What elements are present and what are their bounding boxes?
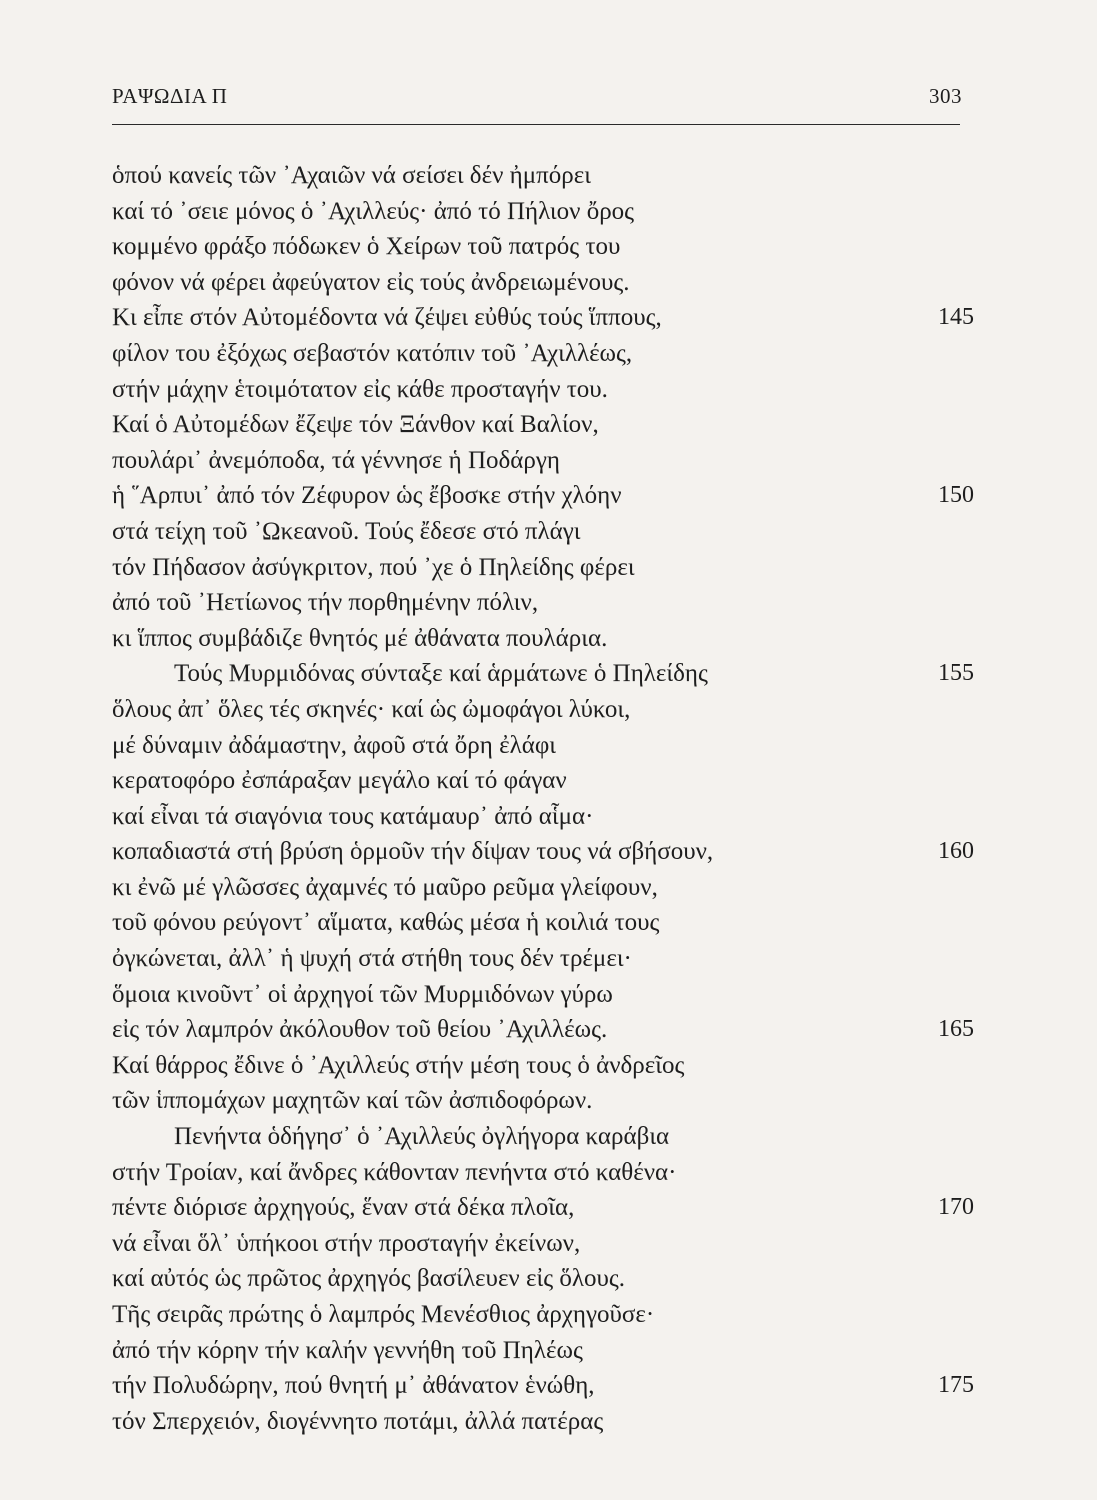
verse-line [112, 514, 972, 550]
verse-text: κι ἵππος συμβάδιζε θνητός μέ ἀθάνατα πουλάρια. [112, 624, 608, 652]
verse-line [112, 1226, 972, 1262]
verse-text: καί εἶναι τά σιαγόνια τους κατάμαυρ᾿ ἀπό αἷμα· [112, 802, 594, 830]
verse-text: εἰς τόν λαμπρόν ἀκόλουθον τοῦ θείου ᾿Αχιλλέως. [112, 1016, 608, 1044]
line-number: 165 [938, 1016, 974, 1043]
verse-block [112, 158, 972, 1439]
verse-line [112, 1012, 972, 1048]
verse-text: κοπαδιαστά στή βρύση ὁρμοῦν τήν δίψαν τους νά σβήσουν, [112, 838, 714, 866]
verse-line [112, 692, 972, 728]
page-number: 303 [929, 84, 962, 108]
verse-line [112, 1119, 972, 1155]
verse-text: Καί θάρρος ἔδινε ὁ ᾿Αχιλλεύς στήν μέση τους ὁ ἀνδρεῖος [112, 1051, 685, 1079]
verse-text: ὅλους ἀπ᾿ ὅλες τές σκηνές· καί ὡς ὠμοφάγοι λύκοι, [112, 695, 631, 723]
verse-line [112, 763, 972, 799]
verse-line [112, 585, 972, 621]
verse-text: ὅμοια κινοῦντ᾿ οἱ ἀρχηγοί τῶν Μυρμιδόνων γύρω [112, 980, 613, 1008]
verse-line [112, 300, 972, 336]
verse-text: κι ἐνῶ μέ γλῶσσες ἀχαμνές τό μαῦρο ρεῦμα γλείφουν, [112, 873, 658, 901]
verse-text: ὁπού κανείς τῶν ᾿Αχαιῶν νά σείσει δέν ἠμπόρει [112, 162, 591, 189]
verse-text: κερατοφόρο ἐσπάραξαν μεγάλο καί τό φάγαν [112, 767, 567, 795]
verse-line [112, 194, 972, 230]
running-head [112, 84, 962, 114]
line-number: 160 [938, 838, 974, 865]
verse-text: στά τείχη τοῦ ᾿Ωκεανοῦ. Τούς ἔδεσε στό πλάγι [112, 517, 581, 545]
line-number: 170 [938, 1194, 974, 1221]
verse-line [112, 1404, 972, 1440]
verse-text: ἀπό τήν κόρην τήν καλήν γεννήθη τοῦ Πηλέως [112, 1336, 583, 1364]
verse-text: Πενήντα ὁδήγησ᾿ ὁ ᾿Αχιλλεύς ὀγλήγορα καράβια [174, 1123, 670, 1151]
verse-line [112, 443, 972, 479]
verse-text: στήν Τροίαν, καί ἄνδρες κάθονταν πενήντα στό καθένα· [112, 1158, 677, 1186]
verse-line [112, 1190, 972, 1226]
line-number: 175 [938, 1372, 974, 1399]
verse-line [112, 1333, 972, 1369]
verse-text: Τῆς σειρᾶς πρώτης ὁ λαμπρός Μενέσθιος ἀρχηγοῦσε· [112, 1301, 655, 1328]
line-number: 145 [938, 304, 974, 331]
line-number: 155 [938, 660, 974, 687]
verse-text: πέντε διόρισε ἀρχηγούς, ἕναν στά δέκα πλοῖα, [112, 1194, 575, 1222]
verse-text: κομμένο φράξο πόδωκεν ὁ Χείρων τοῦ πατρός του [112, 233, 621, 261]
verse-line [112, 336, 972, 372]
verse-text: Τούς Μυρμιδόνας σύνταξε καί ἁρμάτωνε ὁ Πηλείδης [174, 660, 708, 688]
verse-text: καί αὐτός ὡς πρῶτος ἀρχηγός βασίλευεν εἰς ὅλους. [112, 1265, 626, 1293]
verse-line [112, 229, 972, 265]
verse-text: τήν Πολυδώρην, πού θνητή μ᾿ ἀθάνατον ἑνώθη, [112, 1372, 595, 1400]
verse-text: μέ δύναμιν ἀδάμαστην, ἀφοῦ στά ὄρη ἐλάφι [112, 731, 556, 759]
verse-line [112, 1261, 972, 1297]
verse-line [112, 407, 972, 443]
verse-text: τόν Σπερχειόν, διογέννητο ποτάμι, ἀλλά πατέρας [112, 1407, 604, 1435]
verse-text: φίλον του ἐξόχως σεβαστόν κατόπιν τοῦ ᾿Αχιλλέως, [112, 339, 633, 367]
verse-text: πουλάρι᾿ ἀνεμόποδα, τά γέννησε ἡ Ποδάργη [112, 446, 560, 474]
verse-line [112, 372, 972, 408]
verse-line [112, 158, 972, 194]
verse-text: καί τό ᾿σειε μόνος ὁ ᾿Αχιλλεύς· ἀπό τό Πήλιον ὄρος [112, 197, 635, 225]
verse-text: τόν Πήδασον ἀσύγκριτον, πού ᾿χε ὁ Πηλείδης φέρει [112, 553, 635, 581]
verse-line [112, 728, 972, 764]
verse-line [112, 1368, 972, 1404]
verse-line [112, 550, 972, 586]
verse-line [112, 1297, 972, 1333]
verse-line [112, 799, 972, 835]
verse-text: στήν μάχην ἑτοιμότατον εἰς κάθε προσταγήν του. [112, 375, 608, 403]
verse-line [112, 478, 972, 514]
verse-line [112, 834, 972, 870]
verse-line [112, 905, 972, 941]
verse-line [112, 870, 972, 906]
verse-text: νά εἶναι ὅλ᾿ ὑπήκοοι στήν προσταγήν ἐκείνων, [112, 1229, 581, 1257]
verse-text: ὀγκώνεται, ἀλλ᾿ ἡ ψυχή στά στήθη τους δέν τρέμει· [112, 945, 632, 973]
chapter-title: ΡΑΨΩΔΙΑ Π [112, 84, 228, 108]
verse-text: ἀπό τοῦ ᾿Ηετίωνος τήν πορθημένην πόλιν, [112, 589, 539, 617]
line-number: 150 [938, 482, 974, 509]
verse-text: τῶν ἱππομάχων μαχητῶν καί τῶν ἀσπιδοφόρων. [112, 1087, 593, 1115]
header-rule [112, 124, 960, 125]
verse-line [112, 265, 972, 301]
verse-text: Καί ὁ Αὐτομέδων ἔζεψε τόν Ξάνθον καί Βαλίον, [112, 411, 599, 439]
verse-text: τοῦ φόνου ρεύγοντ᾿ αἵματα, καθώς μέσα ἡ κοιλιά τους [112, 909, 660, 937]
verse-line [112, 1083, 972, 1119]
verse-line [112, 1048, 972, 1084]
verse-text: ἡ ῞Αρπυι᾿ ἀπό τόν Ζέφυρον ὡς ἔβοσκε στήν χλόην [112, 482, 622, 510]
verse-line [112, 977, 972, 1013]
verse-line [112, 621, 972, 657]
verse-text: φόνον νά φέρει ἀφεύγατον εἰς τούς ἀνδρειωμένους. [112, 268, 630, 296]
verse-line [112, 656, 972, 692]
verse-line [112, 941, 972, 977]
verse-text: Κι εἶπε στόν Αὐτομέδοντα νά ζέψει εὐθύς τούς ἵππους, [112, 304, 662, 332]
verse-line [112, 1155, 972, 1191]
